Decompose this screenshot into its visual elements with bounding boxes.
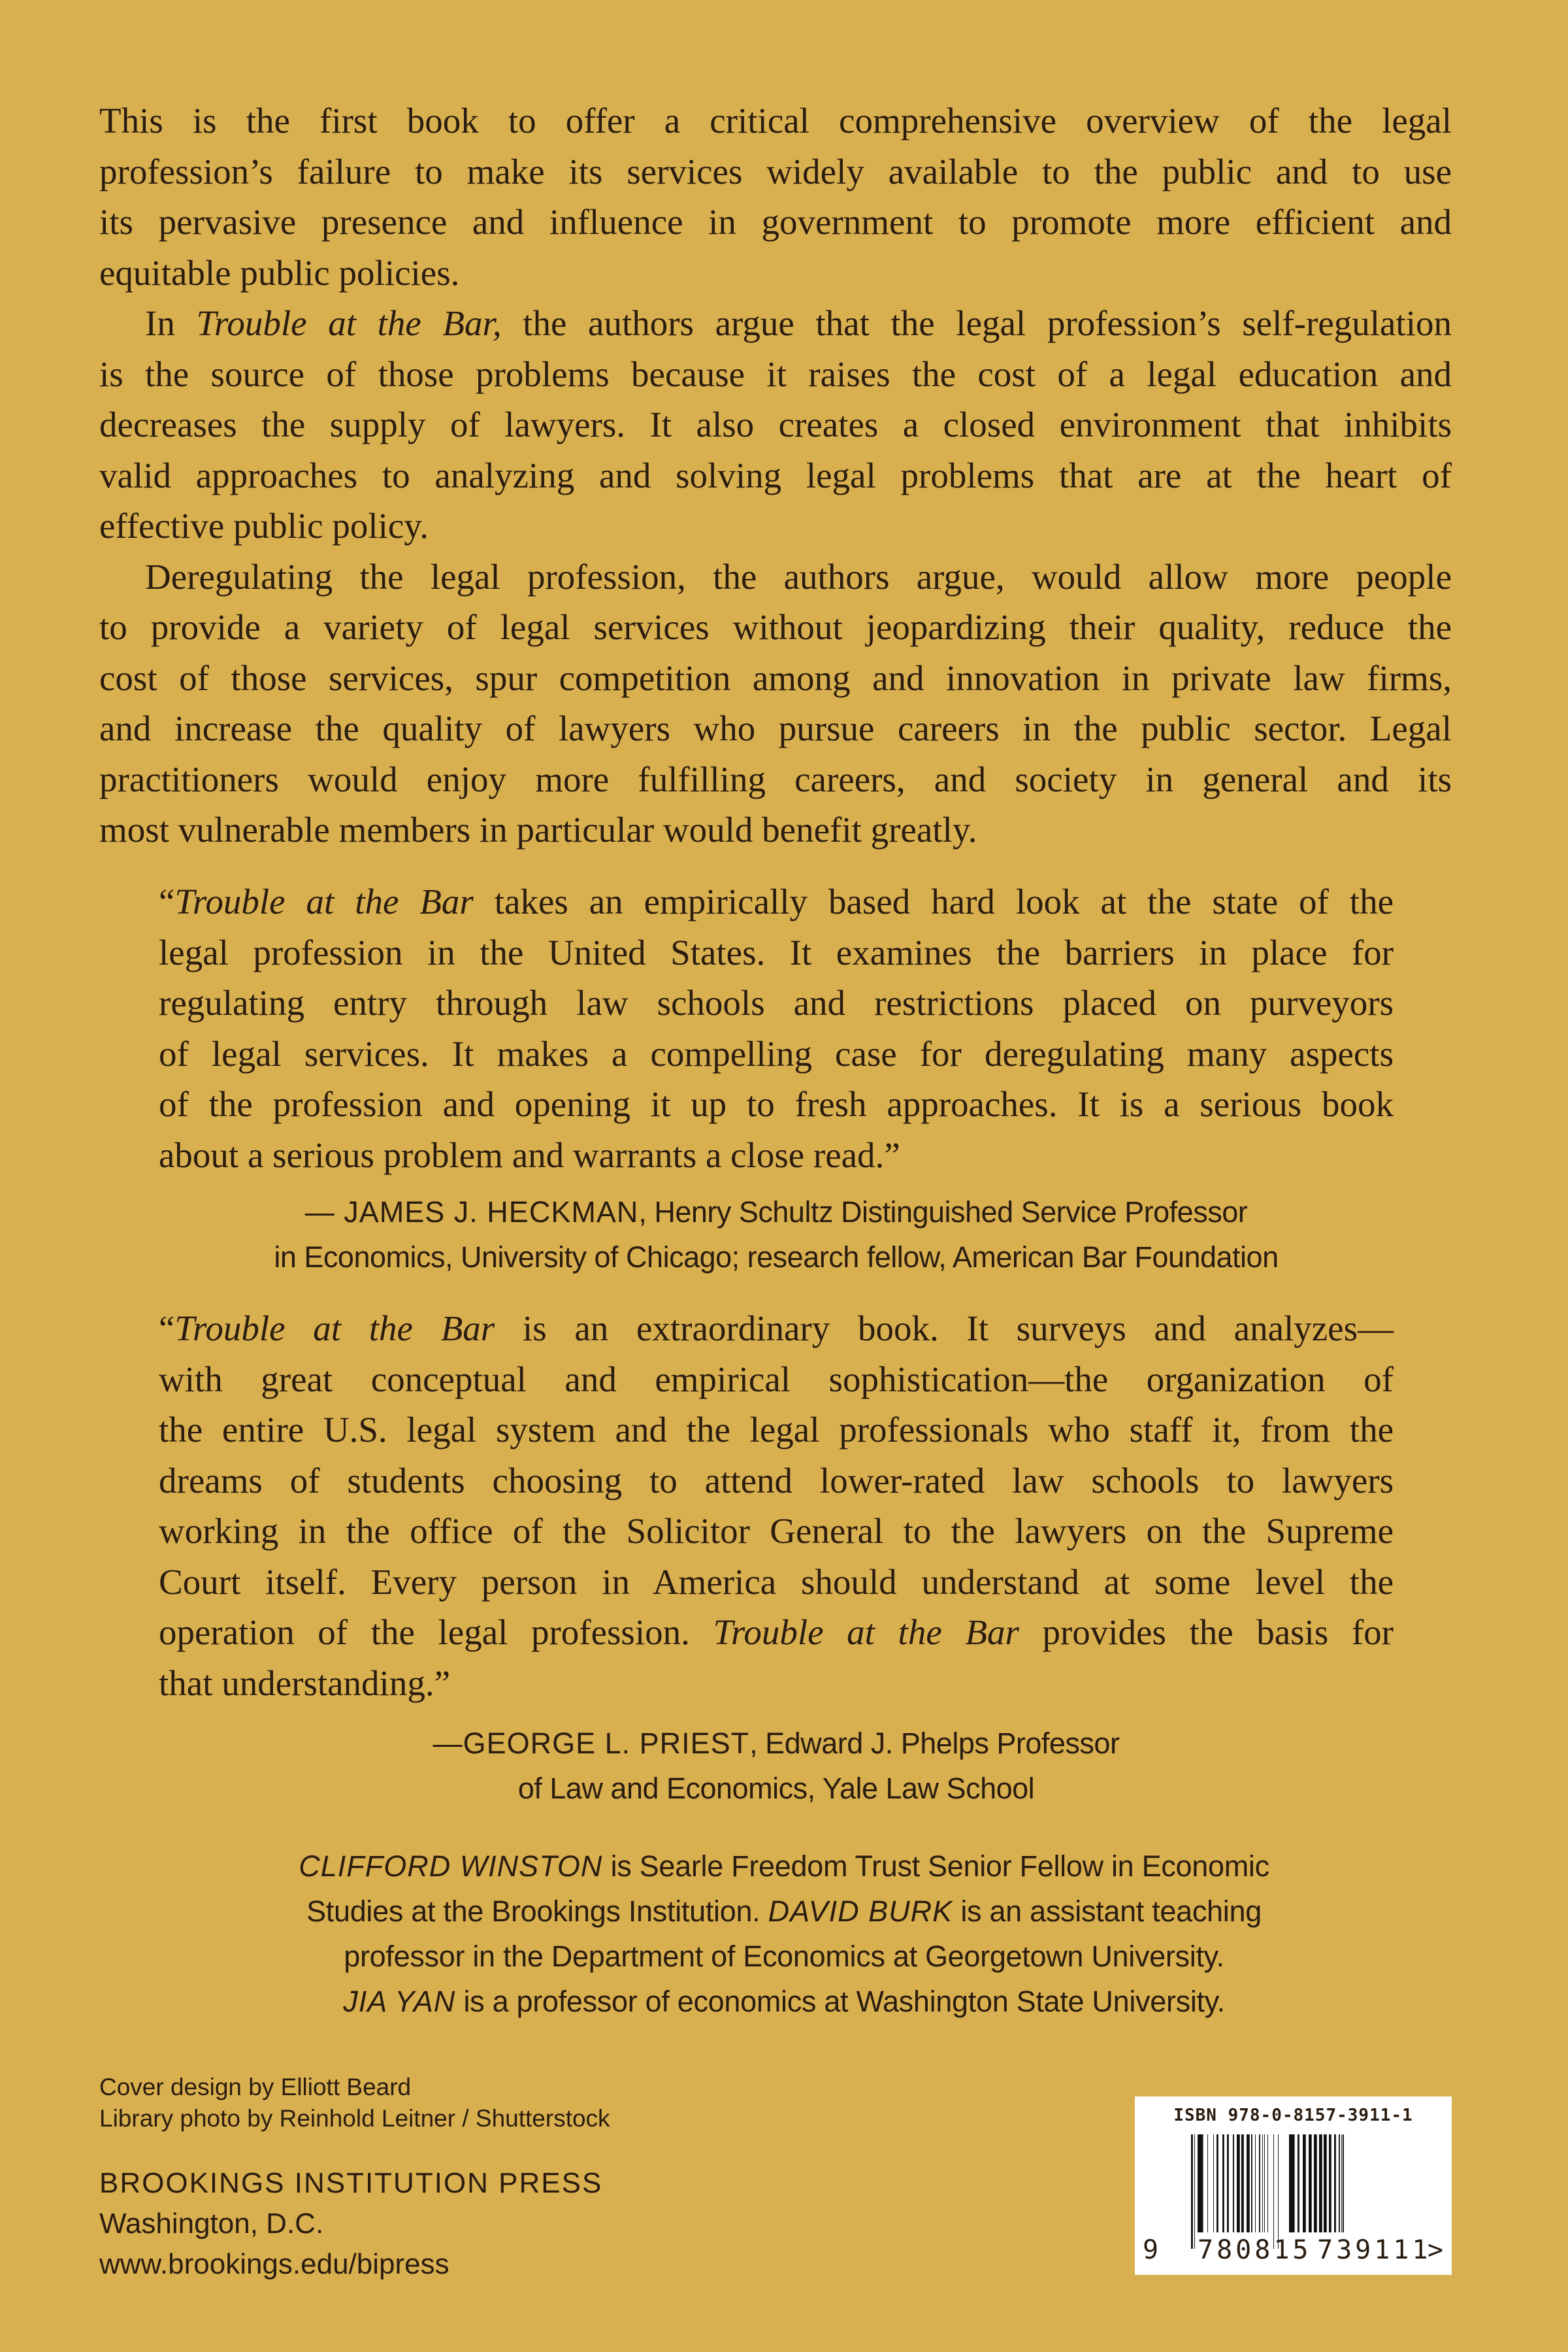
barcode-bar bbox=[1194, 2134, 1195, 2249]
author-name: CLIFFORD WINSTON bbox=[299, 1849, 603, 1883]
text-segment: operation of the legal profession. bbox=[159, 1612, 713, 1652]
text-segment: Court itself. Every person in America should understand at some level the bbox=[159, 1561, 1394, 1602]
text-line bbox=[159, 1557, 1394, 1608]
endorsement-attribution-heckman bbox=[159, 1189, 1394, 1280]
text-line bbox=[159, 1354, 1394, 1405]
barcode-bar bbox=[1339, 2134, 1340, 2232]
text-line bbox=[99, 146, 1452, 197]
text-line bbox=[99, 653, 1452, 704]
text-line bbox=[99, 349, 1452, 400]
publisher-info bbox=[99, 2163, 602, 2285]
bio-text: is Searle Freedom Trust Senior Fellow in Economic bbox=[602, 1849, 1269, 1883]
text-segment: In bbox=[145, 303, 197, 343]
text-segment: valid approaches to analyzing and solving legal problems that are at the heart of bbox=[99, 455, 1452, 495]
text-line bbox=[99, 399, 1452, 450]
text-line bbox=[159, 1303, 1394, 1354]
text-line bbox=[159, 1658, 1394, 1709]
barcode-bar bbox=[1278, 2134, 1279, 2249]
text-segment: cost of those services, spur competition among and innovation in private law firms, bbox=[99, 657, 1452, 698]
barcode-bar bbox=[1217, 2134, 1218, 2232]
text-line bbox=[99, 248, 1452, 299]
text-segment: of legal services. It makes a compelling case for deregulating many aspects bbox=[159, 1033, 1394, 1074]
barcode-bar bbox=[1324, 2134, 1327, 2232]
endorser-title: , Henry Schultz Distinguished Service Professor bbox=[638, 1195, 1248, 1229]
bio-text: is an assistant teaching bbox=[953, 1895, 1262, 1928]
text-segment: is an extraordinary book. It surveys and analyzes— bbox=[495, 1308, 1394, 1348]
text-line bbox=[159, 1130, 1394, 1181]
barcode-arrow: > bbox=[1428, 2235, 1444, 2265]
text-line bbox=[99, 197, 1452, 248]
text-segment: about a serious problem and warrants a close read.” bbox=[159, 1135, 900, 1175]
endorsement-quote-priest bbox=[159, 1303, 1394, 1708]
text-segment: its pervasive presence and influence in government to promote more efficient and bbox=[99, 202, 1452, 242]
author-name: DAVID BURK bbox=[768, 1895, 953, 1928]
endorser-affiliation: in Economics, University of Chicago; research fellow, American Bar Foundation bbox=[274, 1240, 1279, 1274]
barcode-bar bbox=[1303, 2134, 1306, 2232]
bio-text: professor in the Department of Economics at Georgetown University. bbox=[344, 1940, 1224, 1973]
endorsement-attribution-priest bbox=[159, 1721, 1394, 1811]
text-segment: equitable public policies. bbox=[99, 252, 460, 293]
barcode-bar bbox=[1334, 2134, 1336, 2232]
text-segment: dreams of students choosing to attend lower-rated law schools to lawyers bbox=[159, 1460, 1394, 1500]
barcode-bar bbox=[1343, 2134, 1344, 2232]
barcode-bar bbox=[1233, 2134, 1234, 2232]
text-segment: profession’s failure to make its services widely available to the public and to use bbox=[99, 151, 1452, 191]
text-segment: legal profession in the United States. It examines the barriers in place for bbox=[159, 932, 1394, 972]
barcode-bar bbox=[1264, 2134, 1265, 2232]
text-segment: Deregulating the legal profession, the authors argue, would allow more people bbox=[145, 556, 1452, 597]
text-line bbox=[99, 552, 1452, 603]
text-segment: that understanding.” bbox=[159, 1663, 450, 1703]
text-segment: “ bbox=[159, 882, 175, 921]
text-segment: regulating entry through law schools and restrictions placed on purveyors bbox=[159, 983, 1394, 1023]
barcode-digits-left: 780815 bbox=[1198, 2235, 1312, 2265]
barcode-bar bbox=[1213, 2134, 1214, 2232]
endorser-title: , Edward J. Phelps Professor bbox=[749, 1727, 1120, 1760]
barcode-bar bbox=[1273, 2134, 1274, 2249]
cover-credits bbox=[99, 2072, 610, 2134]
endorser-name: — JAMES J. HECKMAN bbox=[304, 1195, 639, 1229]
text-segment: of the profession and opening it up to fresh approaches. It is a serious book bbox=[159, 1084, 1394, 1124]
text-segment: This is the first book to offer a critical comprehensive overview of the legal bbox=[99, 101, 1452, 141]
text-line bbox=[99, 602, 1452, 653]
publisher-url: www.brookings.edu/bipress bbox=[99, 2248, 449, 2280]
text-segment: takes an empirically based hard look at the state of the bbox=[473, 882, 1394, 921]
photo-credit: Library photo by Reinhold Leitner / Shutterstock bbox=[99, 2105, 610, 2132]
barcode-bar bbox=[1222, 2134, 1224, 2232]
isbn-label: ISBN 978-0-8157-3911-1 bbox=[1173, 2106, 1413, 2125]
barcode-bar bbox=[1298, 2134, 1299, 2232]
barcode-bar bbox=[1227, 2134, 1229, 2232]
text-line bbox=[99, 804, 1452, 855]
text-line bbox=[159, 927, 1394, 978]
publisher-city: Washington, D.C. bbox=[99, 2208, 324, 2240]
barcode-bar bbox=[1237, 2134, 1240, 2232]
author-name: JIA YAN bbox=[343, 1985, 456, 2018]
text-line bbox=[159, 1455, 1394, 1506]
barcode-bar bbox=[1259, 2134, 1260, 2232]
barcode-bar bbox=[1191, 2134, 1193, 2249]
publisher-name: BROOKINGS INSTITUTION PRESS bbox=[99, 2167, 603, 2199]
text-segment: the authors argue that the legal profession’s self-regulation bbox=[501, 303, 1452, 343]
text-line bbox=[159, 1506, 1394, 1557]
barcode-bar bbox=[1262, 2134, 1263, 2232]
text-segment: practitioners would enjoy more fulfilling careers, and society in general and its bbox=[99, 759, 1452, 799]
barcode-bar bbox=[1241, 2134, 1244, 2232]
barcode-bar bbox=[1329, 2134, 1331, 2232]
barcode-bar bbox=[1319, 2134, 1322, 2232]
bio-text: Studies at the Brookings Institution. bbox=[306, 1895, 768, 1928]
text-segment: is the source of those problems because it raises the cost of a legal education and bbox=[99, 354, 1452, 394]
text-line bbox=[159, 876, 1394, 927]
text-segment: effective public policy. bbox=[99, 506, 429, 546]
text-line bbox=[159, 1079, 1394, 1130]
barcode-bar bbox=[1247, 2134, 1250, 2232]
barcode-bar bbox=[1251, 2134, 1252, 2232]
text-line bbox=[159, 1404, 1394, 1455]
book-title-italic: Trouble at the Bar bbox=[713, 1612, 1019, 1652]
text-segment: working in the office of the Solicitor General to the lawyers on the Supreme bbox=[159, 1511, 1394, 1551]
barcode-bar bbox=[1207, 2134, 1208, 2232]
text-line bbox=[99, 450, 1452, 501]
book-title-italic: Trouble at the Bar bbox=[174, 882, 474, 921]
text-line bbox=[159, 1607, 1394, 1658]
text-line bbox=[99, 298, 1452, 349]
barcode-digits-right: 739111 bbox=[1317, 2235, 1431, 2265]
text-line bbox=[99, 703, 1452, 754]
barcode-digit: 9 bbox=[1143, 2235, 1159, 2265]
text-segment: provides the basis for bbox=[1019, 1612, 1394, 1652]
endorsement-quote-heckman bbox=[159, 876, 1394, 1180]
text-segment: most vulnerable members in particular would benefit greatly. bbox=[99, 810, 977, 850]
author-bios bbox=[131, 1844, 1437, 2024]
book-title-italic: Trouble at the Bar, bbox=[196, 303, 502, 343]
text-line bbox=[99, 754, 1452, 805]
bio-text: is a professor of economics at Washington State University. bbox=[455, 1985, 1225, 2018]
book-title-italic: Trouble at the Bar bbox=[174, 1308, 495, 1348]
endorser-affiliation: of Law and Economics, Yale Law School bbox=[517, 1772, 1035, 1805]
text-segment: and increase the quality of lawyers who pursue careers in the public sector. Legal bbox=[99, 708, 1452, 748]
text-segment: the entire U.S. legal system and the legal professionals who staff it, from the bbox=[159, 1410, 1394, 1449]
text-line bbox=[99, 95, 1452, 146]
text-segment: to provide a variety of legal services without jeopardizing their quality, reduce the bbox=[99, 607, 1452, 647]
barcode-bar bbox=[1341, 2134, 1342, 2232]
barcode-bar bbox=[1289, 2134, 1295, 2232]
text-line bbox=[159, 1029, 1394, 1080]
barcode-bar bbox=[1309, 2134, 1312, 2232]
barcode-bar bbox=[1198, 2134, 1203, 2232]
text-line bbox=[99, 501, 1452, 552]
barcode-bar bbox=[1314, 2134, 1317, 2232]
text-segment: “ bbox=[159, 1308, 175, 1348]
barcode-bar bbox=[1255, 2134, 1256, 2232]
text-segment: decreases the supply of lawyers. It also creates a closed environment that inhibits bbox=[99, 405, 1452, 444]
text-segment: with great conceptual and empirical sophistication—the organization of bbox=[159, 1359, 1394, 1399]
endorser-name: —GEORGE L. PRIEST bbox=[433, 1727, 750, 1760]
text-line bbox=[159, 978, 1394, 1029]
cover-design-credit: Cover design by Elliott Beard bbox=[99, 2074, 412, 2100]
description-text bbox=[99, 95, 1452, 855]
isbn-barcode bbox=[1135, 2096, 1452, 2275]
barcode-bar bbox=[1267, 2134, 1268, 2232]
